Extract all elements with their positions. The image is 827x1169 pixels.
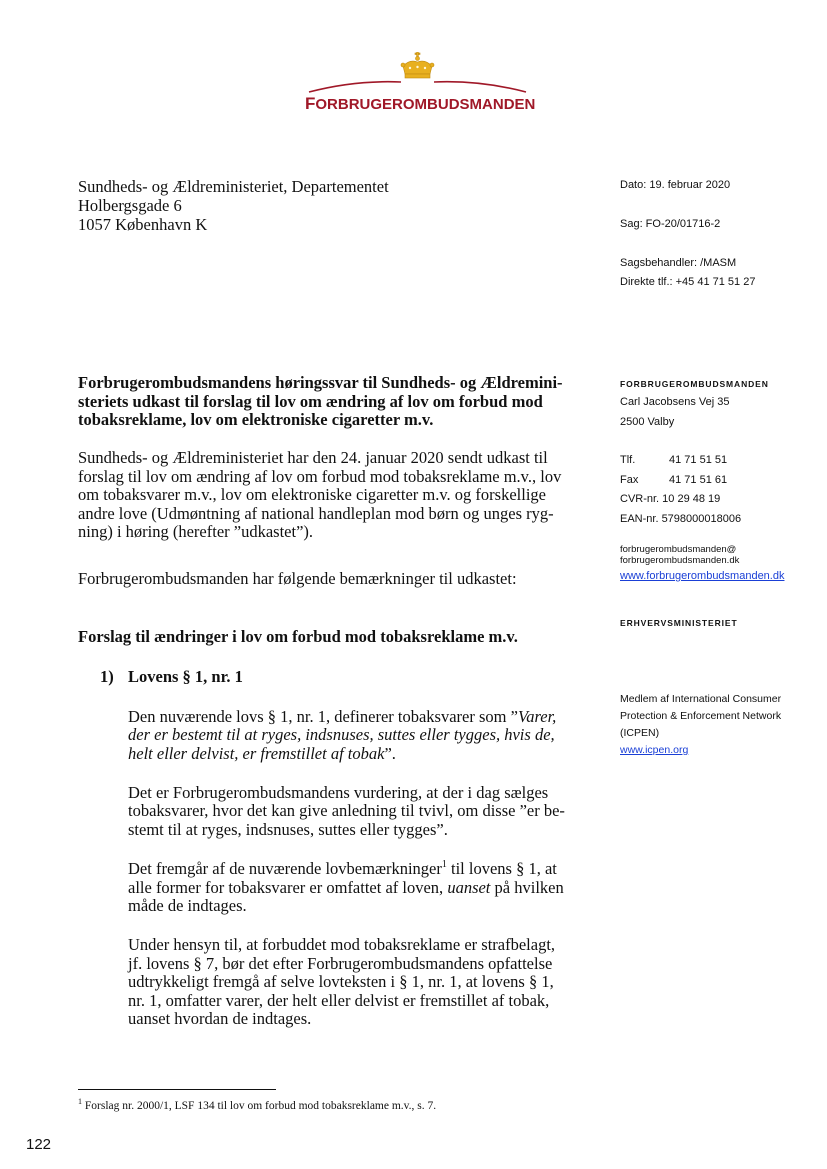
footnote-text: Forslag nr. 2000/1, LSF 134 til lov om forbud mod tobaksreklame m.v., s. 7. (82, 1100, 437, 1112)
p3-line-2-text-end: på hvilken (490, 878, 564, 897)
crown-icon (305, 52, 530, 96)
intro-line-4: andre love (Udmøntning af national handleplan mod børn og unges ryg- (78, 504, 554, 523)
phone-value: 41 71 51 51 (669, 454, 728, 466)
icpen-link[interactable]: www.icpen.org (620, 744, 689, 756)
p1-line-2: der er bestemt til at ryges, indsnuses, suttes eller tygges, hvis de, (128, 725, 555, 744)
remarks-line: Forbrugerombudsmanden har følgende bemærkninger til udkastet: (78, 569, 517, 588)
org-phone (620, 453, 727, 467)
footnote-reference[interactable]: 1 (441, 859, 447, 870)
p4-line-1: Under hensyn til, at forbuddet mod tobaksreklame er strafbelagt, (128, 935, 556, 954)
p1-line-3-italic: helt eller delvist, er fremstillet af tobak (128, 744, 385, 763)
p3-line-1-text: Det fremgår af de nuværende lovbemærkninger (128, 859, 442, 878)
p1-line-1 (128, 708, 571, 726)
p1-line-3 (128, 745, 571, 763)
org-fax (620, 473, 727, 487)
org-email-line-2: forbrugerombudsmanden.dk (620, 555, 740, 566)
footnote-number: 1 (78, 1097, 82, 1106)
org-street: Carl Jacobsens Vej 35 (620, 396, 730, 408)
p3-line-2-text: alle former for tobaksvarer er omfattet af loven, (128, 878, 448, 897)
p4-line-2: jf. lovens § 7, bør det efter Forbrugerombudsmandens opfattelse (128, 954, 553, 973)
p4-line-3: udtrykkeligt fremgå af selve lovteksten i § 1, nr. 1, at lovens § 1, (128, 972, 554, 991)
intro-line-5: ning) i høring (herefter ”udkastet”). (78, 522, 314, 541)
org-ean: EAN-nr. 5798000018006 (620, 513, 742, 525)
p3-line-1 (128, 860, 571, 878)
section-heading: Forslag til ændringer i lov om forbud mod tobaksreklame m.v. (78, 627, 518, 646)
phone-label: Tlf. (620, 454, 636, 466)
heading-line-3: tobaksreklame, lov om elektroniske cigaretter m.v. (78, 410, 434, 429)
icpen-member-line-1: Medlem af International Consumer (620, 693, 782, 705)
org-city: 2500 Valby (620, 416, 675, 428)
p3-line-3: måde de indtages. (128, 896, 247, 915)
item-title: Lovens § 1, nr. 1 (128, 667, 243, 686)
direct-phone: Direkte tlf.: +45 41 71 51 27 (620, 276, 756, 288)
icpen-member-line-3: (ICPEN) (620, 727, 660, 739)
p4-line-5: uanset hvordan de indtages. (128, 1009, 312, 1028)
address-line-1: Sundheds- og Ældreministeriet, Departementet (78, 177, 389, 196)
page-number: 122 (26, 1136, 52, 1153)
case-handler: Sagsbehandler: /MASM (620, 257, 737, 269)
org-website-link[interactable]: www.forbrugerombudsmanden.dk (620, 570, 785, 582)
date: Dato: 19. februar 2020 (620, 179, 731, 191)
p1-line-1-text: Den nuværende lovs § 1, nr. 1, definerer tobaksvarer som ” (128, 707, 518, 726)
icpen-member-line-2: Protection & Enforcement Network (620, 710, 782, 722)
org-name: FORBRUGEROMBUDSMANDEN (620, 379, 769, 389)
logo-text: FORBRUGEROMBUDSMANDEN (305, 94, 536, 113)
item-number: 1) (100, 667, 114, 686)
p2-line-2: tobaksvarer, hvor det kan give anledning til tvivl, om disse ”er be- (128, 801, 565, 820)
org-email-line-1: forbrugerombudsmanden@ (620, 544, 737, 555)
address-line-3: 1057 København K (78, 215, 208, 234)
fax-value: 41 71 51 61 (669, 474, 728, 486)
heading-line-1: Forbrugerombudsmandens høringssvar til Sundheds- og Ældremini- (78, 373, 563, 392)
footnote-divider (78, 1089, 276, 1090)
logo (305, 52, 536, 114)
p3-line-1-text-end: til lovens § 1, at (446, 859, 557, 878)
intro-line-3: om tobaksvarer m.v., lov om elektroniske cigaretter m.v. og forskellige (78, 485, 546, 504)
p4-line-4: nr. 1, omfatter varer, der helt eller delvist er fremstillet af tobak, (128, 991, 550, 1010)
p1-line-1-italic: Varer, (517, 707, 557, 726)
footnote (78, 1097, 437, 1112)
fax-label: Fax (620, 474, 639, 486)
ministry: ERHVERVSMINISTERIET (620, 618, 738, 628)
p2-line-1: Det er Forbrugerombudsmandens vurdering, at der i dag sælges (128, 783, 549, 802)
p3-line-2-italic: uanset (447, 878, 491, 897)
p1-line-3-text: ”. (384, 744, 396, 763)
p3-line-2 (128, 879, 571, 897)
org-cvr: CVR-nr. 10 29 48 19 (620, 493, 721, 505)
case-number: Sag: FO-20/01716-2 (620, 218, 721, 230)
intro-line-1: Sundheds- og Ældreministeriet har den 24. januar 2020 sendt udkast til (78, 448, 548, 467)
address-line-2: Holbergsgade 6 (78, 196, 182, 215)
heading-line-2: steriets udkast til forslag til lov om ændring af lov om forbud mod (78, 392, 543, 411)
intro-line-2: forslag til lov om ændring af lov om forbud mod tobaksreklame m.v., lov (78, 467, 562, 486)
p2-line-3: stemt til at ryges, indsnuses, suttes eller tygges”. (128, 820, 448, 839)
